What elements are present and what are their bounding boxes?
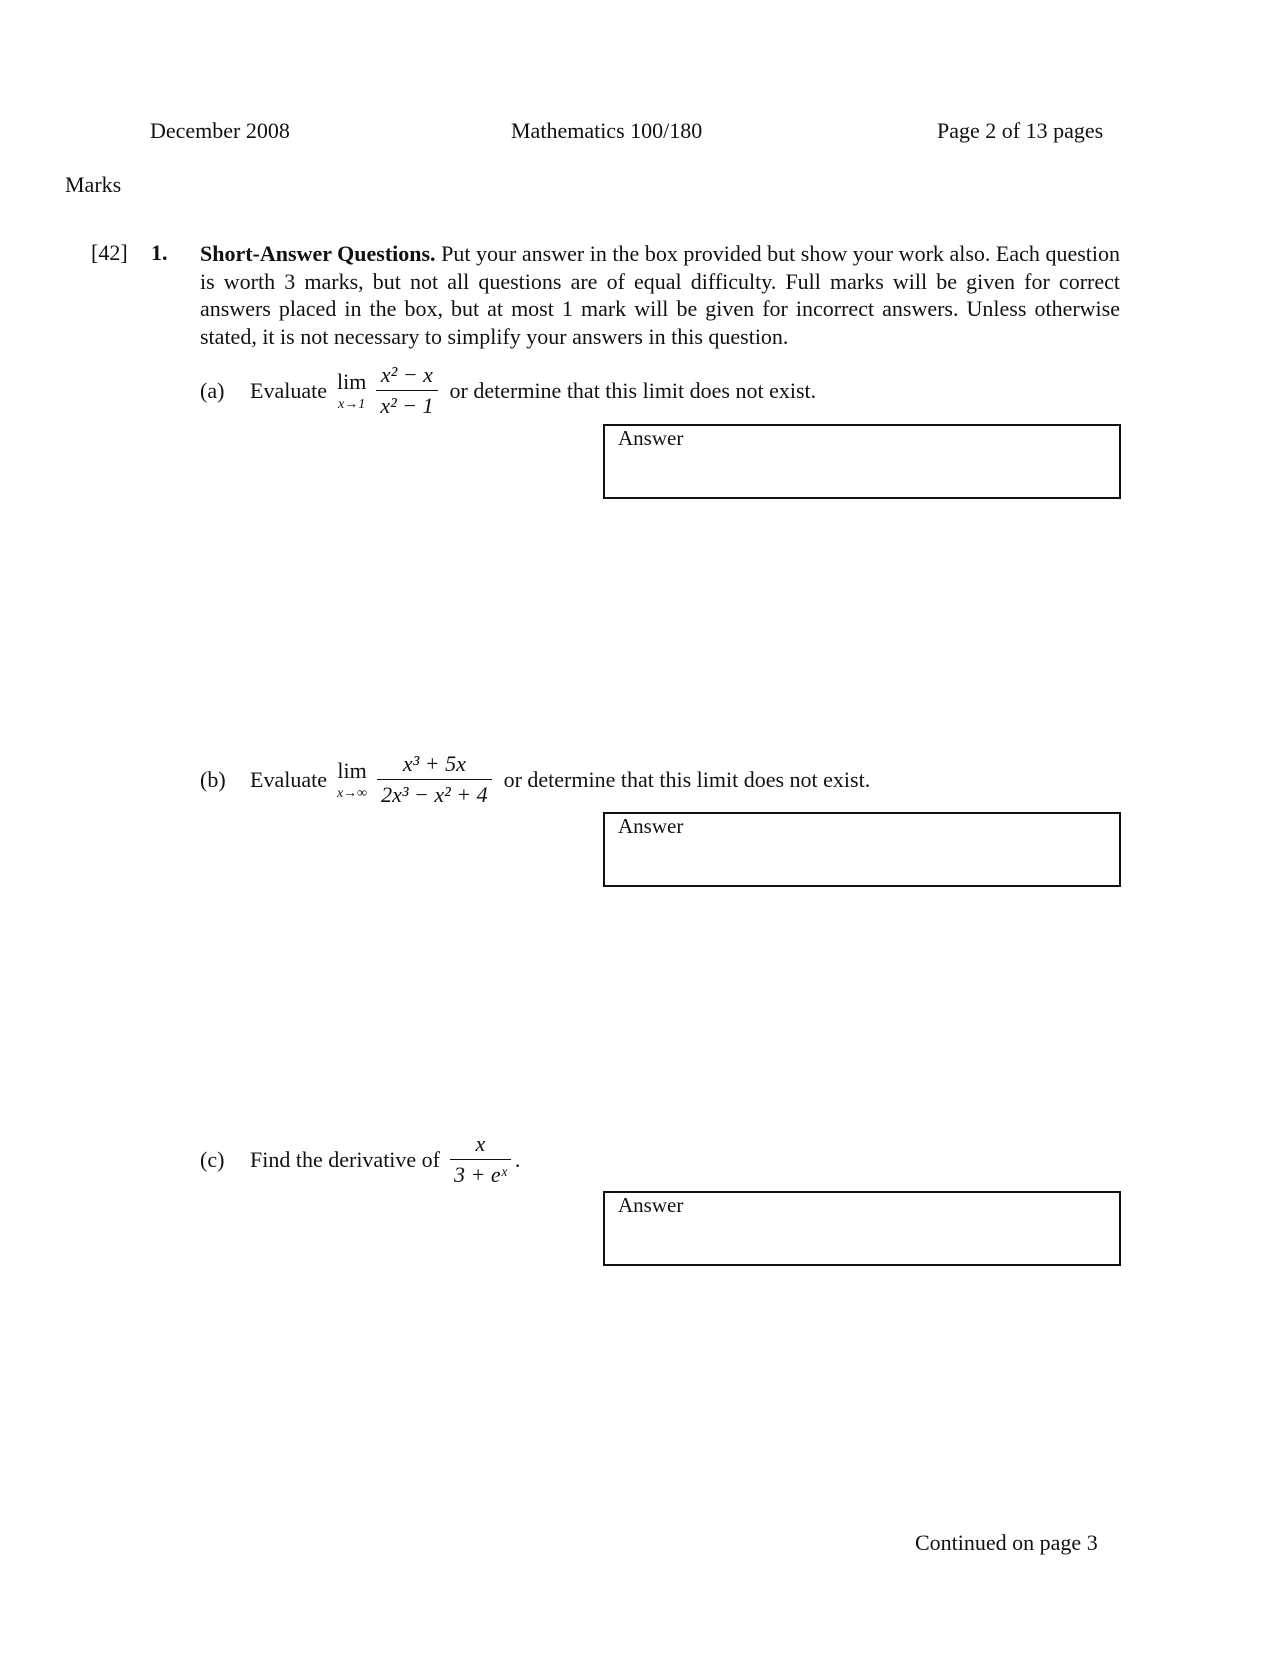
question-number: 1. bbox=[151, 240, 168, 265]
header-course: Mathematics 100/180 bbox=[511, 118, 703, 143]
part-c bbox=[200, 1131, 520, 1188]
part-c-denominator: 3 + eˣ bbox=[450, 1159, 511, 1188]
part-b-numerator: x³ + 5x bbox=[402, 751, 466, 776]
part-b-lim-sub: x→∞ bbox=[336, 785, 368, 801]
part-b-denominator: 2x³ − x² + 4 bbox=[377, 779, 491, 808]
part-b-lim-word: lim bbox=[337, 757, 367, 783]
footer-continued: Continued on page 3 bbox=[915, 1530, 1098, 1555]
part-a-label: (a) bbox=[200, 377, 225, 403]
part-b bbox=[200, 751, 870, 808]
part-c-prefix: Find the derivative of bbox=[250, 1146, 441, 1172]
header-page: Page 2 of 13 pages bbox=[937, 118, 1104, 143]
part-a bbox=[200, 362, 816, 419]
part-c-label: (c) bbox=[200, 1146, 225, 1172]
part-a-answer-label: Answer bbox=[618, 426, 684, 450]
part-a-limit bbox=[337, 369, 366, 413]
part-b-label: (b) bbox=[200, 766, 226, 792]
part-b-fraction bbox=[377, 751, 491, 808]
part-b-answer-box[interactable] bbox=[603, 812, 1121, 887]
part-c-fraction bbox=[450, 1131, 511, 1188]
header-date: December 2008 bbox=[150, 118, 290, 143]
question-title: Short-Answer Questions. bbox=[200, 241, 436, 266]
question-text: Put your answer in the box provided but show your work also. Each question is worth 3 marks, but not all questions are of equal difficulty. Full marks will be given for correct answers placed in the box, but at most 1 mark will be given for incorrect answers. Unless otherwise stated, it is not necessary to simplify your answers in this question. bbox=[200, 241, 1121, 349]
question-marks: [42] bbox=[91, 240, 128, 265]
part-b-limit bbox=[337, 758, 367, 802]
part-a-denominator: x² − 1 bbox=[376, 390, 437, 419]
part-a-lim-word: lim bbox=[336, 368, 367, 394]
part-c-answer-box[interactable] bbox=[603, 1191, 1121, 1266]
part-a-lim-sub: x→1 bbox=[338, 396, 366, 412]
question-instructions bbox=[200, 240, 1120, 350]
part-a-numerator: x² − x bbox=[380, 362, 433, 387]
part-a-fraction bbox=[376, 362, 437, 419]
part-a-prefix: Evaluate bbox=[250, 377, 327, 403]
part-b-prefix: Evaluate bbox=[250, 766, 327, 792]
part-c-answer-label: Answer bbox=[618, 1193, 684, 1217]
part-b-answer-label: Answer bbox=[618, 814, 684, 838]
marks-column-label: Marks bbox=[65, 172, 122, 197]
part-b-suffix: or determine that this limit does not exist. bbox=[503, 766, 871, 792]
part-c-numerator: x bbox=[475, 1131, 486, 1156]
part-a-answer-box[interactable] bbox=[603, 424, 1121, 499]
part-c-suffix: . bbox=[514, 1146, 521, 1172]
part-a-suffix: or determine that this limit does not exist. bbox=[449, 377, 817, 403]
